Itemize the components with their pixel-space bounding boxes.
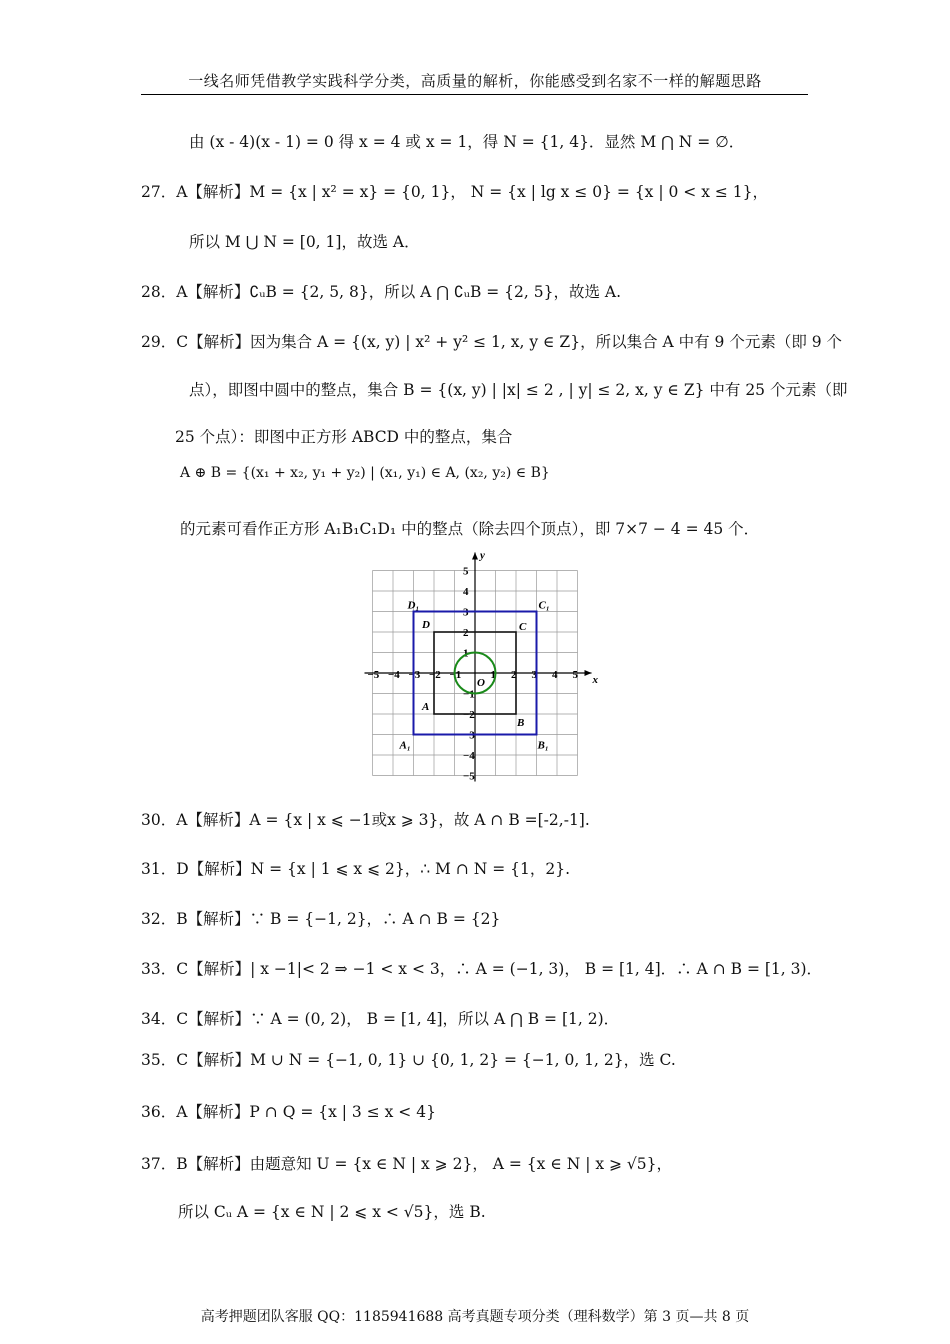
text-line-q28: 28．A【解析】∁ᵤB = {2, 5, 8}，所以 A ⋂ ∁ᵤB = {2, 5}，故选 A. (141, 283, 622, 301)
text-line-q33: 33．C【解析】| x −1|< 2 ⇒ −1 < x < 3，∴ A = (−1, 3)， B = [1, 4]．∴ A ∩ B = [1, 3)． (141, 960, 823, 978)
y-tick-label: −3 (463, 729, 475, 742)
text-line-q32: 32．B【解析】∵ B = {−1, 2}，∴ A ∩ B = {2} (141, 910, 501, 928)
page-footer: 高考押题团队客服 QQ：1185941688 高考真题专项分类（理科数学）第 3 页—共 8 页 (200, 1309, 750, 1325)
text-line-q37-conclusion: 所以 Cᵤ A = {x ∈ N | 2 ⩽ x < √5}，选 B. (178, 1203, 486, 1221)
y-tick-label: 1 (463, 647, 469, 660)
text-line-q37: 37．B【解析】由题意知 U = {x ∈ N | x ⩾ 2}， A = {x ∈ N | x ⩾ √5}， (141, 1155, 673, 1173)
origin-label: O (477, 677, 485, 689)
y-tick-label: 2 (463, 627, 469, 639)
x-tick-label: 4 (552, 669, 558, 681)
text-line-q27: 27．A【解析】M = {x | x² = x} = {0, 1}， N = {x | lg x ≤ 0} = {x | 0 < x ≤ 1}， (141, 183, 769, 201)
text-line-q29-result: 的元素可看作正方形 A₁B₁C₁D₁ 中的整点（除去四个顶点），即 7×7 − 4 = 45 个． (180, 520, 760, 538)
y-tick-label: −1 (463, 688, 475, 701)
x-tick-label: −3 (408, 669, 421, 681)
vertex-label-b1: B₁ (537, 739, 549, 752)
vertex-label-d1: D₁ (407, 599, 420, 612)
y-axis-arrow (472, 553, 478, 560)
text-line-q35: 35．C【解析】M ∪ N = {−1, 0, 1} ∪ {0, 1, 2} = {−1, 0, 1, 2}，选 C. (141, 1051, 676, 1069)
y-axis-label: y (480, 550, 485, 562)
y-tick-label: 4 (463, 586, 469, 598)
vertex-label-d: D (422, 619, 430, 631)
y-tick-label: 5 (463, 565, 469, 578)
text-line-q29-c: 25 个点）：即图中正方形 ABCD 中的整点，集合 (175, 428, 513, 446)
y-tick-label: −4 (463, 750, 475, 762)
text-line-q27-conclusion: 所以 M ⋃ N = [0, 1]，故选 A． (189, 233, 420, 251)
x-tick-label: −5 (367, 669, 380, 681)
x-tick-label: 3 (531, 669, 537, 681)
vertex-label-c: C (519, 621, 527, 633)
x-tick-label: 1 (490, 669, 496, 681)
vertex-label-a: A (422, 701, 430, 713)
text-line-q29-b: 点），即图中圆中的整点，集合 B = {(x, y) | |x| ≤ 2 , | y| ≤ 2, x, y ∈ Z} 中有 25 个元素（即 (189, 381, 848, 399)
x-axis-arrow (585, 670, 592, 676)
x-tick-label: −1 (449, 669, 462, 681)
text-line-q29: 29．C【解析】因为集合 A = {(x, y) | x² + y² ≤ 1, x, y ∈ Z}，所以集合 A 中有 9 个元素（即 9 个 (141, 333, 843, 351)
y-tick-label: 3 (463, 606, 469, 619)
x-axis-label: x (592, 674, 598, 686)
coordinate-diagram (360, 550, 610, 785)
text-line-q29-formula: A ⊕ B = {(x₁ + x₂, y₁ + y₂) | (x₁, y₁) ∈ A, (x₂, y₂) ∈ B} (180, 465, 550, 481)
text-line-q30: 30．A【解析】A = {x | x ⩽ −1或x ⩾ 3}，故 A ∩ B =[-2,-1]. (141, 811, 590, 829)
x-tick-label: 2 (511, 669, 517, 681)
page-header: 一线名师凭借教学实践科学分类，高质量的解析，你能感受到名家不一样的解题思路 (188, 72, 762, 90)
header-rule (141, 94, 808, 95)
vertex-label-a1: A₁ (399, 739, 411, 752)
vertex-label-b: B (517, 717, 525, 729)
text-line-solution: 由 (x - 4)(x - 1) = 0 得 x = 4 或 x = 1，得 N = {1, 4}．显然 M ⋂ N = ∅． (189, 133, 745, 151)
x-tick-label: 5 (572, 669, 578, 681)
text-line-q31: 31．D【解析】N = {x | 1 ⩽ x ⩽ 2}，∴ M ∩ N = {1，2}. (141, 860, 571, 878)
y-tick-label: −2 (463, 709, 475, 721)
vertex-label-c1: C₁ (538, 599, 550, 612)
x-tick-label: −4 (388, 669, 400, 681)
text-line-q36: 36．A【解析】P ∩ Q = {x | 3 ≤ x < 4} (141, 1103, 436, 1121)
x-tick-label: −2 (429, 669, 441, 681)
y-tick-label: −5 (463, 770, 475, 783)
text-line-q34: 34．C【解析】∵ A = (0, 2)， B = [1, 4]，所以 A ⋂ B = [1, 2)． (141, 1010, 620, 1028)
